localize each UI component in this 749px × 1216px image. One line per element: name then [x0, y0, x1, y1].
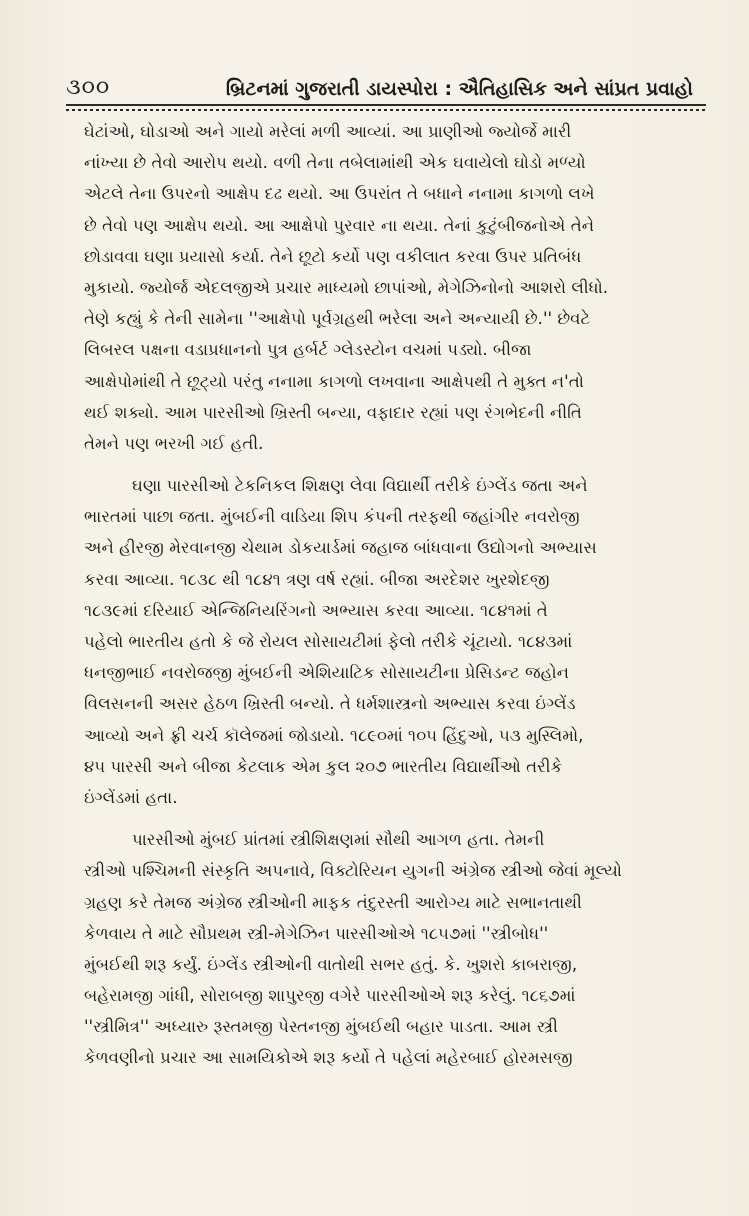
- text-line: પારસીઓ મુંબઈ પ્રાંતમાં સ્ત્રીશિક્ષણમાં સૌથી આગળ હતા. તેમની: [132, 830, 545, 850]
- text-line: ૧૮૩૯માં દરિયાઈ એન્જિનિયરિંગનો અભ્યાસ કરવા આવ્યા. ૧૮૪૧માં તે: [84, 600, 548, 620]
- text-line: કેળવણીનો પ્રચાર આ સામયિકોએ શરૂ કર્યો તે પહેલાં મહેરબાઈ હોરમસજી: [84, 1048, 573, 1068]
- paragraph-3: [84, 824, 689, 1074]
- text-line: તેણે કહ્યું કે તેની સામેના ''આક્ષેપો પૂર્વગ્રહથી ભરેલા અને અન્યાયી છે.'' છેવટે: [84, 309, 591, 329]
- text-line: બહેરામજી ગાંધી, સોરાબજી શાપુરજી વગેરે પારસીઓએ શરૂ કરેલું. ૧૮૬૭માં: [84, 986, 576, 1006]
- text-line: ઘણા પારસીઓ ટેકનિકલ શિક્ષણ લેવા વિદ્યાર્થી તરીકે ઇંગ્લેંડ જતા અને: [132, 476, 588, 496]
- text-line: મુંબઈથી શરૂ કર્યું. ઇંગ્લેંડ સ્ત્રીઓની વાતોથી સભર હતું. કે. ખુશરો કાબરાજી,: [84, 954, 578, 974]
- text-line: થઈ શક્યો. આમ પારસીઓ ખ્રિસ્તી બન્યા, વફાદાર રહ્યાં પણ રંગભેદની નીતિ: [84, 402, 582, 422]
- text-line: આક્ષેપોમાંથી તે છૂટ્યો પરંતુ નનામા કાગળો લખવાના આક્ષેપથી તે મુક્ત ન'તો: [84, 371, 584, 391]
- text-line: છોડાવવા ઘણા પ્રયાસો કર્યા. તેને છૂટો કર્યો પણ વકીલાત કરવા ઉપર પ્રતિબંધ: [84, 246, 582, 266]
- text-line: છે તેવો પણ આક્ષેપ થયો. આ આક્ષેપો પુરવાર ના થયા. તેનાં કુટુંબીજનોએ તેને: [84, 215, 595, 235]
- running-title: બ્રિટનમાં ગુજરાતી ડાયસ્પોરા : ઐતિહાસિક અને સાંપ્રત પ્રવાહો: [225, 78, 693, 100]
- page-body: [84, 116, 689, 1074]
- text-line: ભારતમાં પાછા જતા. મુંબઈની વાડિયા શિપ કંપની તરફથી જહાંગીર નવરોજી: [84, 507, 580, 527]
- text-line: લિબરલ પક્ષના વડાપ્રધાનનો પુત્ર હર્બર્ટ ગ્લેડસ્ટોન વચમાં પડ્યો. બીજા: [84, 340, 532, 360]
- page-header: [66, 60, 709, 100]
- text-line: મુકાયો. જ્યોર્જ એદલજીએ પ્રચાર માધ્યમો છાપાંઓ, મેગેઝિનોનો આશરો લીધો.: [84, 277, 608, 297]
- text-line: તેમને પણ ભરખી ગઈ હતી.: [84, 433, 264, 453]
- text-line: વિલસનની અસર હેઠળ ખ્રિસ્તી બન્યો. તે ધર્મશાસ્ત્રનો અભ્યાસ કરવા ઇંગ્લેંડ: [84, 694, 576, 714]
- text-line: ઇંગ્લેંડમાં હતા.: [84, 787, 178, 807]
- text-line: ''સ્ત્રીમિત્ર'' અધ્યારુ રૂસ્તમજી પેસ્તનજી મુંબઈથી બહાર પાડતા. આમ સ્ત્રી: [84, 1017, 558, 1037]
- text-line: પહેલો ભારતીય હતો કે જે રોયલ સોસાયટીમાં ફેલો તરીકે ચૂંટાયો. ૧૮૪૩માં: [84, 632, 573, 651]
- text-line: આવ્યો અને ફ્રી ચર્ચ કૉલેજમાં જોડાયો. ૧૮૯૦માં ૧૦૫ હિંદુઓ, ૫૩ મુસ્લિમો,: [84, 725, 584, 745]
- text-line: ધનજીભાઈ નવરોજજી મુંબઈની એશિયાટિક સોસાયટીના પ્રેસિડન્ટ જહોન: [84, 663, 569, 683]
- text-line: એટલે તેના ઉપરનો આક્ષેપ દઢ થયો. આ ઉપરાંત તે બધાને નનામા કાગળો લખે: [84, 184, 595, 204]
- text-line: ગ્રહણ કરે તેમજ અંગ્રેજ સ્ત્રીઓની માફક તંદુરસ્તી આરોગ્ય માટે સભાનતાથી: [84, 892, 582, 912]
- header-rule: [66, 104, 706, 113]
- text-line: કરવા આવ્યા. ૧૮૩૮ થી ૧૮૪૧ ત્રણ વર્ષ રહ્યાં. બીજા અરદેશર ખુરશેદજી: [84, 569, 550, 589]
- text-line: નાંખ્યા છે તેવો આરોપ થયો. વળી તેના તબેલામાંથી એક ઘવાયેલો ઘોડો મળ્યો: [84, 153, 586, 173]
- page-number: ૩૦૦: [66, 75, 111, 100]
- text-line: સ્ત્રીઓ પશ્ચિમની સંસ્કૃતિ અપનાવે, વિક્ટોરિયન યુગની અંગ્રેજ સ્ત્રીઓ જેવાં મૂલ્યો: [84, 861, 622, 881]
- text-line: કેળવાય તે માટે સૌપ્રથમ સ્ત્રી-મેગેઝિન પારસીઓએ ૧૮૫૭માં ''સ્ત્રીબોધ'': [84, 923, 549, 943]
- text-line: ૪૫ પારસી અને બીજા કેટલાક એમ કુલ ૨૦૭ ભારતીય વિદ્યાર્થીઓ તરીકે: [84, 756, 563, 776]
- text-line: ઘેટાંઓ, ઘોડાઓ અને ગાયો મરેલાં મળી આવ્યાં. આ પ્રાણીઓ જ્યોર્જે મારી: [84, 122, 572, 141]
- paragraph-1: [84, 116, 689, 459]
- text-line: અને હીરજી મેરવાનજી ચેથામ ડોકયાર્ડમાં જહાજ બાંધવાના ઉદ્યોગનો અભ્યાસ: [84, 538, 597, 558]
- paragraph-2: [84, 470, 689, 813]
